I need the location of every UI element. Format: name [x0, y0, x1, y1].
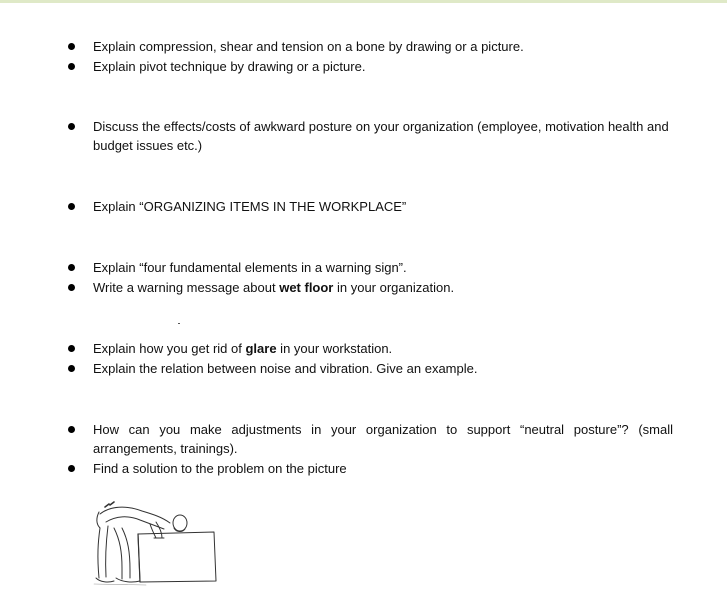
- bullet: [68, 284, 75, 291]
- item-text: Write a warning message about: [93, 280, 280, 295]
- list-item: Explain “ORGANIZING ITEMS IN THE WORKPLACE”: [93, 199, 407, 214]
- bullet: [68, 43, 75, 50]
- item-emphasis: wet floor: [279, 280, 334, 295]
- bullet: [68, 426, 75, 433]
- list-item: Find a solution to the problem on the picture: [93, 461, 347, 476]
- bullet: [68, 365, 75, 372]
- list-item: [93, 339, 673, 358]
- stray-mark: [178, 323, 180, 324]
- item-text: Explain how you get rid of: [93, 341, 246, 356]
- person-bending-over-box-icon: [86, 492, 222, 588]
- list-item: How can you make adjustments in your organization to support “neutral posture”? (small arrangements, trainings).: [93, 422, 673, 456]
- list-item: Explain pivot technique by drawing or a picture.: [93, 59, 366, 74]
- bullet: [68, 203, 75, 210]
- list-item: [93, 278, 673, 297]
- item-text: in your workstation.: [276, 341, 393, 356]
- list-item: Discuss the effects/costs of awkward posture on your organization (employee, motivation health and budget issues etc.): [93, 119, 669, 153]
- bullet: [68, 465, 75, 472]
- bullet: [68, 123, 75, 130]
- bullet: [68, 63, 75, 70]
- item-text: in your organization.: [333, 280, 455, 295]
- list-item: Explain “four fundamental elements in a warning sign”.: [93, 260, 407, 275]
- bullet: [68, 345, 75, 352]
- item-emphasis: glare: [245, 341, 277, 356]
- list-item: Explain the relation between noise and vibration. Give an example.: [93, 361, 478, 376]
- list-item: Explain compression, shear and tension on a bone by drawing or a picture.: [93, 39, 524, 54]
- bullet: [68, 264, 75, 271]
